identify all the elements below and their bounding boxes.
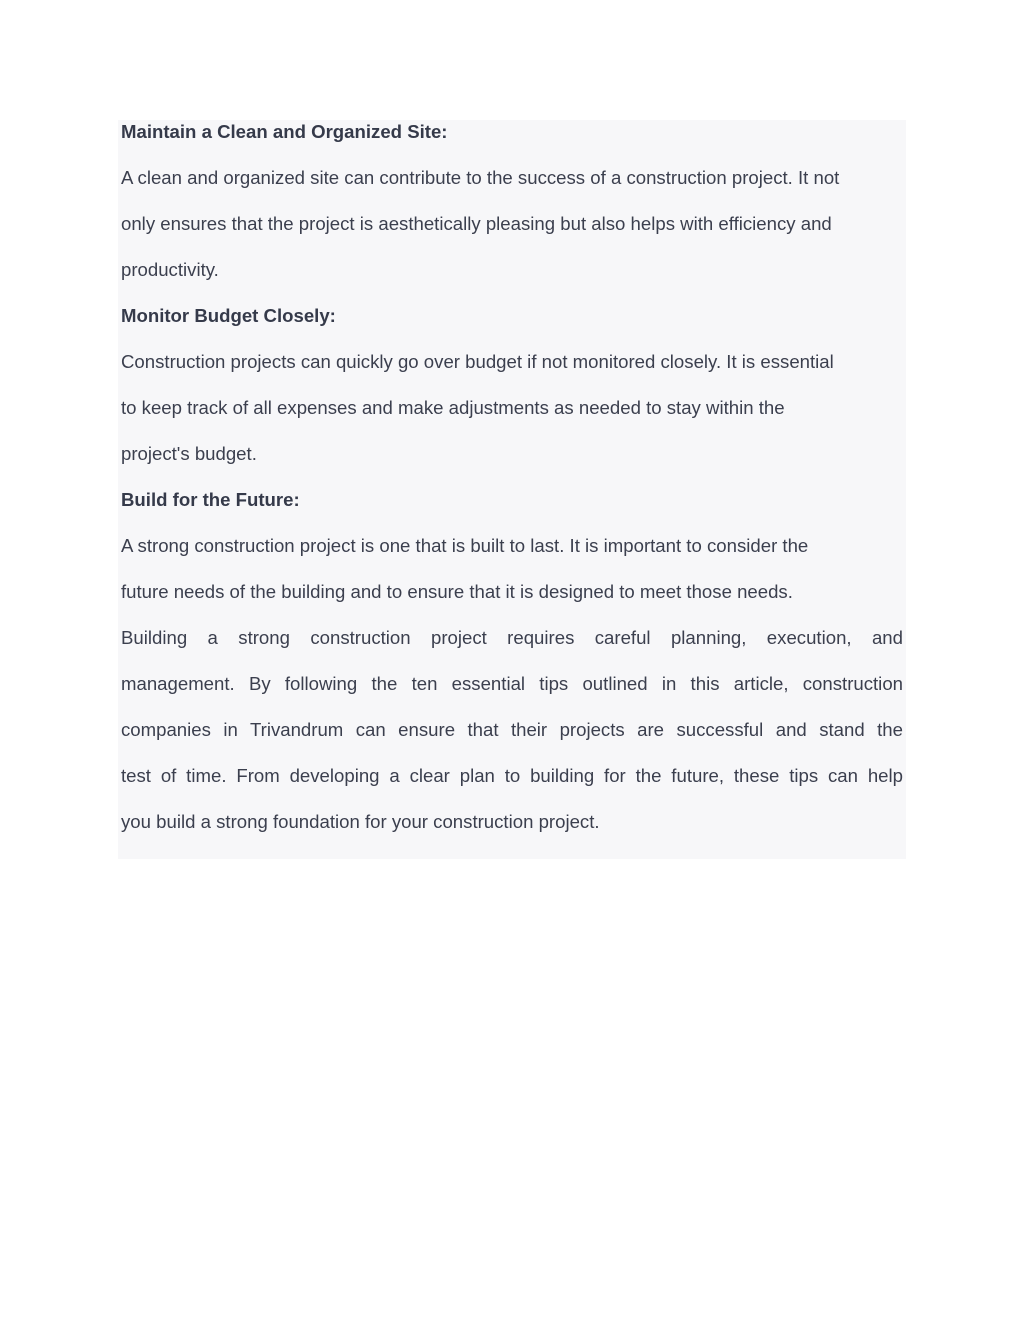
paragraph-line: project's budget. (121, 443, 257, 464)
paragraph-line: management. By following the ten essential tips outlined in this article, construction (121, 673, 903, 694)
paragraph-line: A clean and organized site can contribute to the success of a construction project. It not (121, 167, 840, 188)
paragraph-line: only ensures that the project is aesthetically pleasing but also helps with efficiency and (121, 213, 832, 234)
section-heading: Monitor Budget Closely: (121, 305, 336, 326)
section-heading: Maintain a Clean and Organized Site: (121, 121, 448, 142)
paragraph-line: to keep track of all expenses and make adjustments as needed to stay within the (121, 397, 785, 418)
paragraph-line: Construction projects can quickly go over budget if not monitored closely. It is essential (121, 351, 834, 372)
paragraph-line: test of time. From developing a clear plan to building for the future, these tips can help (121, 765, 903, 786)
conclusion-paragraph (121, 626, 903, 856)
article-content-box (118, 120, 906, 859)
paragraph-line: companies in Trivandrum can ensure that their projects are successful and stand the (121, 719, 903, 740)
section-heading: Build for the Future: (121, 489, 300, 510)
paragraph-line: A strong construction project is one that is built to last. It is important to consider the (121, 535, 809, 556)
section-build-future (121, 488, 903, 626)
paragraph-line: you build a strong foundation for your construction project. (121, 811, 600, 832)
paragraph-line: Building a strong construction project requires careful planning, execution, and (121, 627, 903, 648)
paragraph-line: productivity. (121, 259, 219, 280)
section-monitor-budget (121, 304, 903, 488)
article-text (121, 120, 903, 856)
section-clean-site (121, 120, 903, 304)
paragraph-line: future needs of the building and to ensure that it is designed to meet those needs. (121, 581, 793, 602)
